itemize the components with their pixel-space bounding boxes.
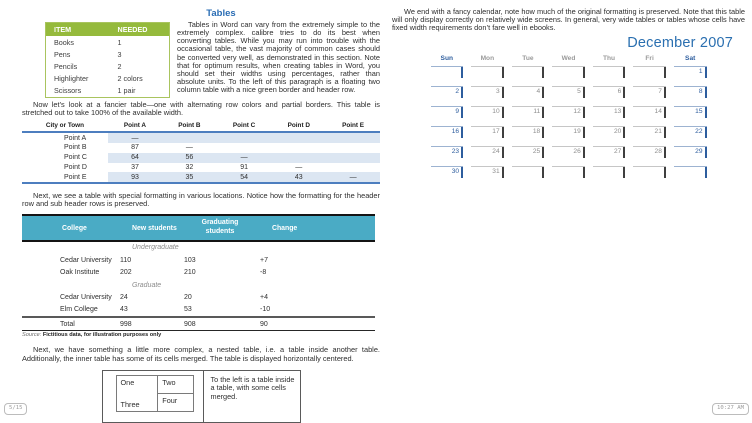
day-number: 24 bbox=[492, 148, 500, 156]
distance-cell: — bbox=[217, 153, 272, 163]
day-tick bbox=[512, 87, 545, 98]
calendar-week-row bbox=[431, 146, 707, 166]
day-tick bbox=[674, 127, 707, 138]
day-number: 8 bbox=[698, 88, 703, 96]
college-header-label: College bbox=[62, 224, 87, 232]
calendar-day-cell bbox=[674, 146, 707, 166]
calendar-day-cell bbox=[674, 106, 707, 126]
distance-row-label: Point C bbox=[22, 153, 108, 163]
calendar-day-cell bbox=[431, 106, 464, 126]
college-subheader-row bbox=[22, 241, 375, 254]
calendar-day-cell bbox=[471, 126, 504, 146]
distance-cell: — bbox=[185, 144, 193, 152]
distance-row-label: Point B bbox=[22, 143, 108, 153]
day-tick bbox=[431, 67, 464, 78]
calendar-day-cell bbox=[593, 126, 626, 146]
day-tick bbox=[431, 167, 464, 178]
item-needed-table bbox=[45, 22, 170, 98]
item-cell: 2 bbox=[117, 61, 122, 71]
college-total-cell: 90 bbox=[258, 317, 375, 331]
day-number: 4 bbox=[536, 88, 541, 96]
day-tick bbox=[431, 87, 464, 98]
day-tick bbox=[471, 87, 504, 98]
calendar-day-cell bbox=[512, 86, 545, 106]
inner-merged-cell bbox=[116, 375, 158, 411]
college-total-cell: 998 bbox=[118, 317, 182, 331]
college-header-cell bbox=[118, 215, 182, 240]
college-cell: 210 bbox=[184, 269, 196, 277]
distance-header-cell: Point C bbox=[217, 121, 272, 132]
source-label: Source: bbox=[22, 332, 42, 339]
day-tick bbox=[512, 107, 545, 118]
calendar-day-cell bbox=[512, 126, 545, 146]
day-number: 25 bbox=[532, 148, 541, 156]
calendar-dayname-cell: Sat bbox=[685, 55, 696, 63]
college-header-label: Graduating students bbox=[201, 219, 239, 236]
distance-cell: 54 bbox=[217, 172, 272, 183]
day-number: 16 bbox=[451, 128, 460, 136]
page-indicator-badge[interactable]: 5/15 bbox=[4, 403, 27, 415]
calendar-dayname-cell: Fri bbox=[645, 55, 654, 63]
day-tick bbox=[471, 67, 504, 78]
calendar-dayname-row bbox=[431, 54, 707, 66]
distance-row-label: Point D bbox=[22, 163, 108, 173]
day-number: 21 bbox=[654, 128, 662, 136]
college-subheader-cell: Graduate bbox=[132, 281, 162, 289]
day-number: 30 bbox=[451, 168, 460, 176]
day-tick bbox=[593, 127, 626, 138]
day-tick bbox=[633, 87, 666, 98]
item-cell: 3 bbox=[117, 49, 122, 59]
day-tick bbox=[674, 87, 707, 98]
day-number: 2 bbox=[455, 88, 460, 96]
item-cell: 2 colors bbox=[117, 74, 143, 84]
calendar-day-cell bbox=[512, 146, 545, 166]
college-cell: Cedar University bbox=[60, 293, 112, 301]
college-header-label: Change bbox=[272, 224, 298, 232]
college-cell: +4 bbox=[260, 293, 268, 301]
day-number: 12 bbox=[573, 108, 581, 116]
college-cell: -8 bbox=[260, 269, 267, 277]
calendar-week-row bbox=[431, 126, 707, 146]
college-cell: 53 bbox=[184, 306, 192, 314]
day-number: 19 bbox=[573, 128, 581, 136]
day-number: 15 bbox=[695, 108, 703, 116]
distance-cell bbox=[326, 153, 380, 163]
calendar-day-cell bbox=[552, 106, 585, 126]
nested-outer-left-cell bbox=[103, 371, 204, 422]
item-table-body bbox=[46, 36, 170, 97]
calendar-day-cell bbox=[552, 146, 585, 166]
calendar-day-cell bbox=[674, 86, 707, 106]
distance-cell: — bbox=[326, 172, 380, 183]
calendar-day-cell bbox=[512, 66, 545, 86]
calendar-day-cell bbox=[633, 86, 666, 106]
day-tick bbox=[633, 67, 666, 78]
day-number: 3 bbox=[495, 88, 500, 96]
day-number: 28 bbox=[654, 148, 662, 156]
distance-cell: 93 bbox=[108, 172, 162, 183]
calendar-week-row bbox=[431, 86, 707, 106]
calendar-title: December 2007 bbox=[627, 35, 733, 52]
calendar-day-cell bbox=[633, 126, 666, 146]
calendar-day-cell bbox=[431, 166, 464, 186]
inner-cell-two: Two bbox=[158, 375, 193, 393]
day-tick bbox=[593, 107, 626, 118]
day-tick bbox=[633, 167, 666, 178]
college-table bbox=[22, 214, 375, 331]
distance-row-label: Point E bbox=[22, 172, 108, 183]
day-tick bbox=[633, 127, 666, 138]
college-cell: Oak Institute bbox=[60, 269, 100, 277]
calendar-week-row bbox=[431, 166, 707, 186]
calendar-day-cell bbox=[674, 166, 707, 186]
distance-cell: 35 bbox=[162, 172, 217, 183]
college-subheader-row bbox=[22, 279, 375, 291]
day-tick bbox=[593, 147, 626, 158]
day-tick bbox=[674, 167, 707, 178]
calendar-dayname-cell: Thu bbox=[602, 55, 616, 63]
distance-header-cell: Point A bbox=[108, 121, 162, 132]
calendar-day-cell bbox=[471, 86, 504, 106]
day-number: 14 bbox=[654, 108, 662, 116]
day-tick bbox=[593, 87, 626, 98]
college-total-row bbox=[22, 317, 375, 331]
calendar-day-cell bbox=[633, 146, 666, 166]
distance-row bbox=[22, 132, 380, 143]
day-tick bbox=[552, 167, 585, 178]
day-tick bbox=[512, 67, 545, 78]
college-cell: 202 bbox=[120, 269, 132, 277]
distance-header-cell: Point E bbox=[326, 121, 380, 132]
source-text: Fictitious data, for illustration purposes only bbox=[41, 332, 162, 339]
college-row bbox=[22, 266, 375, 278]
distance-cell: 91 bbox=[240, 163, 248, 171]
distance-row bbox=[22, 163, 380, 173]
item-row bbox=[46, 85, 170, 98]
day-tick bbox=[552, 107, 585, 118]
calendar-day-cell bbox=[431, 126, 464, 146]
clock-badge: 10:27 AM bbox=[712, 403, 749, 415]
distance-cell bbox=[326, 163, 380, 173]
day-tick bbox=[552, 127, 585, 138]
item-row bbox=[46, 73, 170, 85]
calendar-dayname-cell: Tue bbox=[522, 55, 534, 63]
day-number: 17 bbox=[492, 128, 500, 136]
distance-cell: 32 bbox=[185, 163, 194, 171]
day-tick bbox=[633, 107, 666, 118]
distance-cell bbox=[217, 132, 272, 143]
distance-cell bbox=[326, 143, 380, 153]
nested-inner-table bbox=[116, 375, 194, 412]
item-row bbox=[46, 60, 170, 72]
day-tick bbox=[431, 127, 464, 138]
distance-row bbox=[22, 143, 380, 153]
section-heading: Tables bbox=[206, 8, 236, 19]
calendar-dayname-cell: Mon bbox=[480, 55, 495, 63]
day-number: 6 bbox=[617, 88, 622, 96]
day-tick bbox=[593, 167, 626, 178]
day-tick bbox=[512, 167, 545, 178]
day-tick bbox=[471, 147, 504, 158]
day-tick bbox=[674, 107, 707, 118]
distance-cell bbox=[271, 132, 326, 143]
item-cell: 1 bbox=[117, 37, 122, 47]
calendar-day-cell bbox=[512, 106, 545, 126]
calendar-day-cell bbox=[512, 166, 545, 186]
college-header-label: New students bbox=[132, 224, 177, 232]
calendar-day-cell bbox=[633, 106, 666, 126]
calendar-day-cell bbox=[471, 106, 504, 126]
college-table-head bbox=[22, 215, 375, 240]
distance-row bbox=[22, 172, 380, 183]
distance-cell: 87 bbox=[131, 144, 139, 152]
calendar-day-cell bbox=[633, 66, 666, 86]
calendar-weeks bbox=[431, 66, 707, 186]
day-tick bbox=[674, 67, 707, 78]
distance-cell: — bbox=[295, 163, 303, 171]
distance-cell: 43 bbox=[271, 172, 326, 183]
calendar-paragraph: We end with a fancy calendar, note how much of the original formatting is preserved. Note that this table will only display correctly on relatively wide screens. In general, very wide tables or tables whose cells have fixed width requirements don’t fare well in ebooks. bbox=[392, 7, 745, 33]
item-cell: Pencils bbox=[54, 61, 78, 71]
distance-cell: — bbox=[108, 132, 162, 143]
college-cell: 43 bbox=[120, 306, 128, 314]
item-row bbox=[46, 36, 170, 48]
item-cell: 1 pair bbox=[117, 86, 136, 96]
college-header-cell bbox=[22, 215, 118, 240]
inner-cell-four: Four bbox=[158, 393, 193, 411]
calendar-day-cell bbox=[552, 126, 585, 146]
day-tick bbox=[593, 67, 626, 78]
college-header-row bbox=[22, 215, 375, 240]
item-cell: Pens bbox=[54, 49, 71, 59]
item-cell: Highlighter bbox=[54, 74, 89, 84]
calendar-week-row bbox=[431, 106, 707, 126]
day-tick bbox=[431, 147, 464, 158]
item-header-cell: ITEM bbox=[46, 23, 110, 37]
calendar-day-cell bbox=[633, 166, 666, 186]
day-tick bbox=[674, 147, 707, 158]
source-note bbox=[22, 332, 380, 338]
distance-cell: 56 bbox=[162, 153, 217, 163]
calendar-day-cell bbox=[471, 166, 504, 186]
day-number: 27 bbox=[613, 148, 622, 156]
item-table-head bbox=[46, 23, 170, 37]
day-tick bbox=[512, 147, 545, 158]
college-total-cell: 908 bbox=[182, 317, 258, 331]
calendar-week-row bbox=[431, 66, 707, 86]
college-cell: 110 bbox=[120, 256, 132, 264]
day-tick bbox=[431, 107, 464, 118]
calendar-day-cell bbox=[593, 106, 626, 126]
calendar-day-cell bbox=[593, 86, 626, 106]
calendar-day-names bbox=[431, 54, 707, 66]
college-cell: +7 bbox=[260, 256, 268, 264]
day-number: 20 bbox=[613, 128, 622, 136]
distance-table-head bbox=[22, 121, 380, 132]
day-number: 1 bbox=[698, 68, 703, 76]
distance-cell: 64 bbox=[108, 153, 162, 163]
distance-cell bbox=[271, 153, 326, 163]
college-table-body bbox=[22, 241, 375, 331]
day-number: 9 bbox=[455, 108, 460, 116]
calendar-day-cell bbox=[552, 66, 585, 86]
distance-header-cell: City or Town bbox=[22, 121, 108, 132]
calendar-day-cell bbox=[431, 146, 464, 166]
distance-cell bbox=[326, 132, 380, 143]
college-cell: 20 bbox=[184, 293, 192, 301]
special-formatting-paragraph: Next, we see a table with special formatting in various locations. Notice how the formatting for the header row and sub header rows is preserved. bbox=[22, 191, 380, 209]
day-tick bbox=[512, 127, 545, 138]
college-header-cell bbox=[182, 215, 258, 240]
distance-table bbox=[22, 121, 380, 184]
calendar-day-cell bbox=[674, 126, 707, 146]
day-number: 23 bbox=[451, 148, 460, 156]
college-cell: 103 bbox=[184, 256, 196, 264]
calendar-day-cell bbox=[593, 166, 626, 186]
nested-table-paragraph: Next, we have something a little more complex, a nested table, i.e. a table inside another table. Additionally, the inner table has some of its cells merged. The table is displayed horizontally centered. bbox=[22, 345, 380, 363]
day-tick bbox=[552, 87, 585, 98]
day-number: 26 bbox=[573, 148, 581, 156]
calendar-day-cell bbox=[593, 66, 626, 86]
day-tick bbox=[552, 147, 585, 158]
distance-table-body bbox=[22, 132, 380, 183]
distance-cell bbox=[271, 143, 326, 153]
calendar-day-cell bbox=[674, 66, 707, 86]
intro-block bbox=[22, 21, 380, 94]
distance-cell: 37 bbox=[131, 163, 139, 171]
distance-header-cell: Point B bbox=[162, 121, 217, 132]
college-row bbox=[22, 304, 375, 317]
college-cell: 24 bbox=[120, 293, 128, 301]
distance-row bbox=[22, 153, 380, 163]
intro-paragraph: Tables in Word can vary from the extremely simple to the extremely complex. calibre tries to do its best when converting tables. While you may run into trouble with the occasional table, the vast majority of common cases should be converted very well, as demonstrated in this section. Note that for optimum results, when creating tables in Word, you should set their widths using percentages, rather than absolute units. To the left of this paragraph is a floating two column table with a nice green border and header row. bbox=[177, 20, 380, 95]
inner-cell-three: Three bbox=[120, 399, 140, 409]
fancier-table-paragraph: Now let’s look at a fancier table—one with alternating row colors and partial borders. This table is stretched out to take 100% of the available width. bbox=[22, 99, 380, 118]
calendar-day-cell bbox=[593, 146, 626, 166]
day-tick bbox=[471, 107, 504, 118]
college-total-cell: Total bbox=[22, 317, 118, 331]
distance-header-row bbox=[22, 121, 380, 132]
day-number: 18 bbox=[532, 128, 541, 136]
item-row bbox=[46, 48, 170, 60]
item-cell: Books bbox=[54, 37, 74, 47]
right-page bbox=[392, 8, 745, 186]
day-number: 29 bbox=[695, 148, 703, 156]
distance-header-cell: Point D bbox=[271, 121, 326, 132]
day-tick bbox=[552, 67, 585, 78]
calendar-day-cell bbox=[552, 86, 585, 106]
college-cell: Elm College bbox=[60, 306, 98, 314]
nested-outer-table bbox=[102, 370, 301, 423]
college-row bbox=[22, 254, 375, 266]
day-tick bbox=[471, 127, 504, 138]
college-subheader-cell: Undergraduate bbox=[132, 244, 179, 252]
day-number: 22 bbox=[695, 128, 703, 136]
distance-cell bbox=[217, 143, 272, 153]
calendar-day-cell bbox=[471, 146, 504, 166]
college-header-cell bbox=[258, 215, 375, 240]
day-tick bbox=[633, 147, 666, 158]
day-tick bbox=[471, 167, 504, 178]
day-number: 7 bbox=[658, 88, 662, 96]
day-number: 5 bbox=[577, 88, 581, 96]
calendar-day-cell bbox=[431, 66, 464, 86]
distance-cell bbox=[162, 132, 217, 143]
inner-cell-one: One bbox=[120, 377, 135, 387]
calendar-day-cell bbox=[552, 166, 585, 186]
day-number: 13 bbox=[613, 108, 622, 116]
college-row bbox=[22, 291, 375, 303]
nested-outer-note-cell: To the left is a table inside a table, with some cells merged. bbox=[203, 371, 299, 422]
item-cell: Scissors bbox=[54, 86, 82, 96]
item-table-header-row bbox=[46, 23, 170, 37]
calendar-day-cell bbox=[431, 86, 464, 106]
calendar-day-cell bbox=[471, 66, 504, 86]
college-cell: -10 bbox=[260, 306, 271, 314]
day-number: 11 bbox=[533, 108, 541, 116]
distance-row-label: Point A bbox=[22, 132, 108, 143]
day-number: 10 bbox=[492, 108, 500, 116]
calendar-dayname-cell: Sun bbox=[440, 55, 454, 63]
day-number: 31 bbox=[492, 168, 500, 176]
item-header-cell: NEEDED bbox=[110, 23, 170, 37]
calendar-dayname-cell: Wed bbox=[561, 55, 576, 63]
college-cell: Cedar University bbox=[60, 256, 112, 264]
left-page bbox=[22, 8, 380, 423]
calendar-table bbox=[423, 54, 715, 186]
